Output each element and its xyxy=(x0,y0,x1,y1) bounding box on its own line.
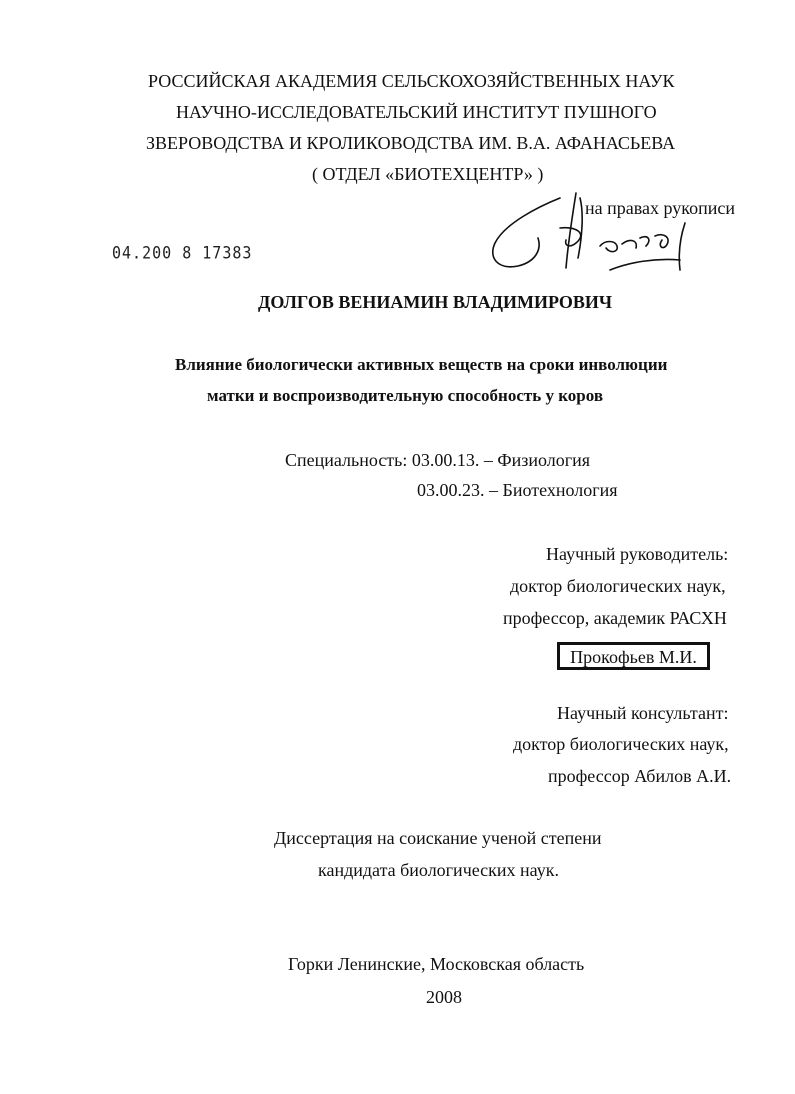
supervisor-name-box xyxy=(557,642,710,670)
signature-stroke-8 xyxy=(679,223,685,270)
consultant-name: профессор Абилов А.И. xyxy=(548,766,732,786)
institution-line-3: ЗВЕРОВОДСТВА И КРОЛИКОВОДСТВА ИМ. В.А. АФАНАСЬЕВА xyxy=(146,133,676,153)
signature-stroke-6 xyxy=(622,237,649,248)
dissertation-degree-line-2: кандидата биологических наук. xyxy=(318,860,560,880)
signature-stroke-5 xyxy=(600,242,617,252)
author-name: ДОЛГОВ ВЕНИАМИН ВЛАДИМИРОВИЧ xyxy=(258,292,613,312)
supervisor-position: профессор, академик РАСХН xyxy=(503,608,727,628)
signature-stroke-2 xyxy=(566,193,576,268)
supervisor-name: Прокофьев М.И. xyxy=(570,647,697,667)
archive-stamp-number: 04.200 8 17383 xyxy=(112,242,253,264)
dissertation-degree-line-1: Диссертация на соискание ученой степени xyxy=(274,828,602,848)
signature-drawing xyxy=(480,188,700,288)
signature-stroke-9 xyxy=(610,259,680,270)
place: Горки Ленинские, Московская область xyxy=(288,954,585,974)
consultant-degree: доктор биологических наук, xyxy=(513,734,729,754)
year: 2008 xyxy=(426,987,462,1007)
specialty-line-1: Специальность: 03.00.13. – Физиология xyxy=(285,450,591,470)
supervisor-degree: доктор биологических наук, xyxy=(510,576,726,596)
specialty-line-2: 03.00.23. – Биотехнология xyxy=(417,480,618,500)
signature-stroke-7 xyxy=(655,235,668,248)
institution-line-2: НАУЧНО-ИССЛЕДОВАТЕЛЬСКИЙ ИНСТИТУТ ПУШНОГО xyxy=(176,102,657,122)
supervisor-role: Научный руководитель: xyxy=(546,544,729,564)
department-line: ( ОТДЕЛ «БИОТЕХЦЕНТР» ) xyxy=(312,164,544,184)
signature-stroke-3 xyxy=(578,198,582,258)
manuscript-note: на правах рукописи xyxy=(585,198,735,218)
institution-line-1: РОССИЙСКАЯ АКАДЕМИЯ СЕЛЬСКОХОЗЯЙСТВЕННЫХ НАУК xyxy=(148,71,675,91)
signature-stroke-1 xyxy=(493,198,560,267)
dissertation-title-line-2: матки и воспроизводительную способность у коров xyxy=(207,386,604,405)
consultant-role: Научный консультант: xyxy=(557,703,729,723)
dissertation-title-line-1: Влияние биологически активных веществ на сроки инволюции xyxy=(175,355,668,374)
